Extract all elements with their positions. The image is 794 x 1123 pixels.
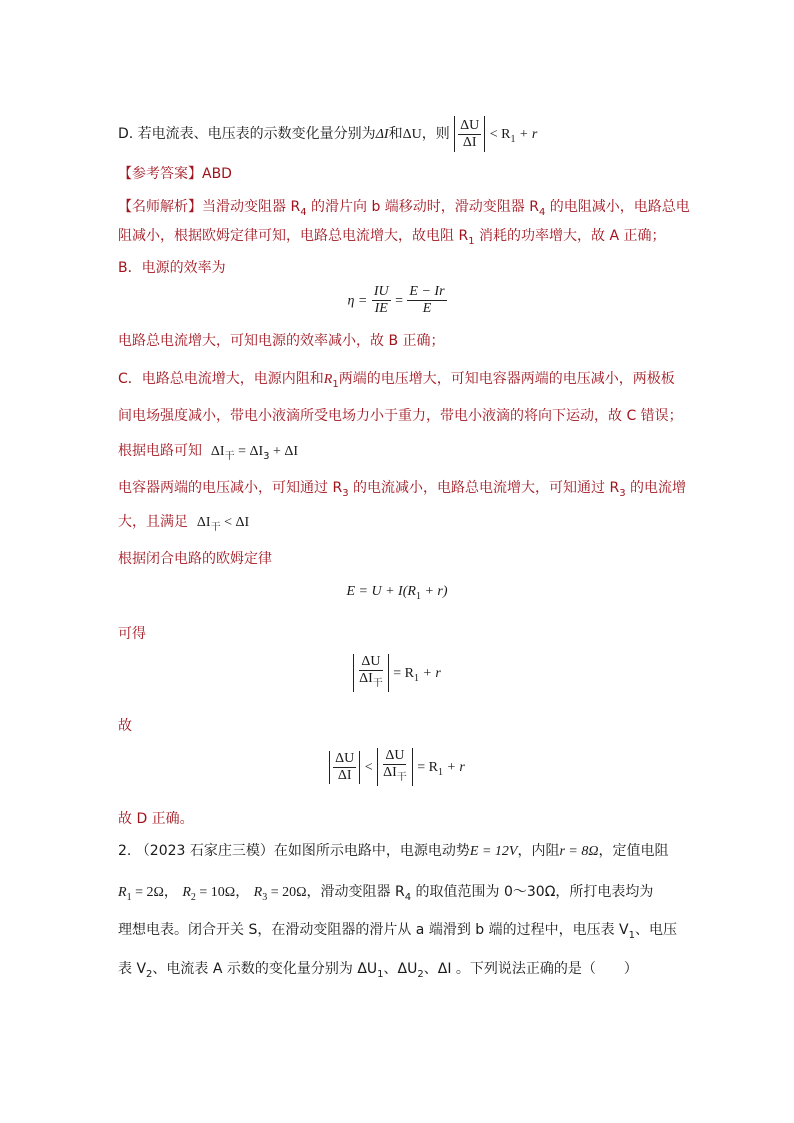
analysis-line-13: 故 D 正确。: [118, 811, 194, 827]
analysis-line-9: 大，且满足 $\Delta I_干 < \Delta I$: [118, 514, 250, 533]
efficiency-formula: η = $\frac{IU}{IE}$ = $\frac{E - Ir}{E}$: [347, 284, 445, 316]
analysis-line-4: 电路总电流增大，可知电源的效率减小，故 B 正确；: [118, 333, 445, 349]
derived-formula-1: $\frac{\Delta U}{\Delta I_干}$ = $R_1 + r$: [0, 654, 794, 692]
analysis-line-10: 根据闭合电路的欧姆定律: [118, 551, 272, 567]
question-2-line-4: 表 $V_2$、电流表 A 示数的变化量分别为 $\Delta U_1$、$\Delta U_2$、ΔI 。下列说法正确的是（ ）: [118, 961, 638, 980]
question-2-line-1: 2. （2023 石家庄三模）在如图所示电路中，电源电动势E = 12V，内阻r = 8Ω，定值电阻: [118, 843, 669, 859]
ohm-law-formula: $E = U + I(R_1 + r)$: [346, 584, 448, 602]
option-d: D. 若电流表、电压表的示数变化量分别为ΔI和ΔU，则 $\frac{\Delta U}{\Delta I}$ < $R_1 + r$: [118, 116, 537, 152]
analysis-line-7: 根据电路可知 $\Delta I_干 = \Delta I_3 + \Delta I$: [118, 443, 299, 462]
analysis-line-3: B．电源的效率为: [118, 260, 226, 276]
question-2-line-3: 理想电表。闭合开关 S，在滑动变阻器的滑片从 a 端滑到 b 端的过程中，电压表 $V_1$、电压: [118, 922, 678, 941]
analysis-line-12: 故: [118, 718, 132, 734]
analysis-line-6: 间电场强度减小，带电小液滴所受电场力小于重力，带电小液滴的将向下运动，故 C 错误；: [118, 408, 683, 424]
analysis-line-1: 【名师解析】当滑动变阻器 $R_4$ 的滑片向 b 端移动时，滑动变阻器 $R_4$ 的电阻减小，电路总电: [118, 199, 690, 218]
analysis-line-11: 可得: [118, 626, 146, 642]
analysis-line-2: 阻减小，根据欧姆定律可知，电路总电流增大，故电阻 $R_1$ 消耗的功率增大，故 A 正确；: [118, 228, 666, 247]
abs-fraction: $\frac{\Delta U}{\Delta I}$: [454, 116, 485, 152]
derived-formula-2: $\frac{\Delta U}{\Delta I}$ < $\frac{\Delta U}{\Delta I_干}$ = $R_1 + r$: [0, 748, 794, 786]
analysis-line-5: C．电路总电流增大，电源内阻和$R_1$两端的电压增大，可知电容器两端的电压减小，两极板: [118, 371, 675, 390]
reference-answer: 【参考答案】ABD: [118, 166, 232, 182]
question-2-line-2: $R_1 = 2\Omega$， $R_2 = 10\Omega$， $R_3 = 20\Omega$，滑动变阻器 $R_4$ 的取值范围为 0～30Ω，所打电表均为: [118, 884, 654, 903]
analysis-line-8: 电容器两端的电压减小，可知通过 $R_3$ 的电流减小，电路总电流增大，可知通过 $R_3$ 的电流增: [118, 480, 687, 499]
